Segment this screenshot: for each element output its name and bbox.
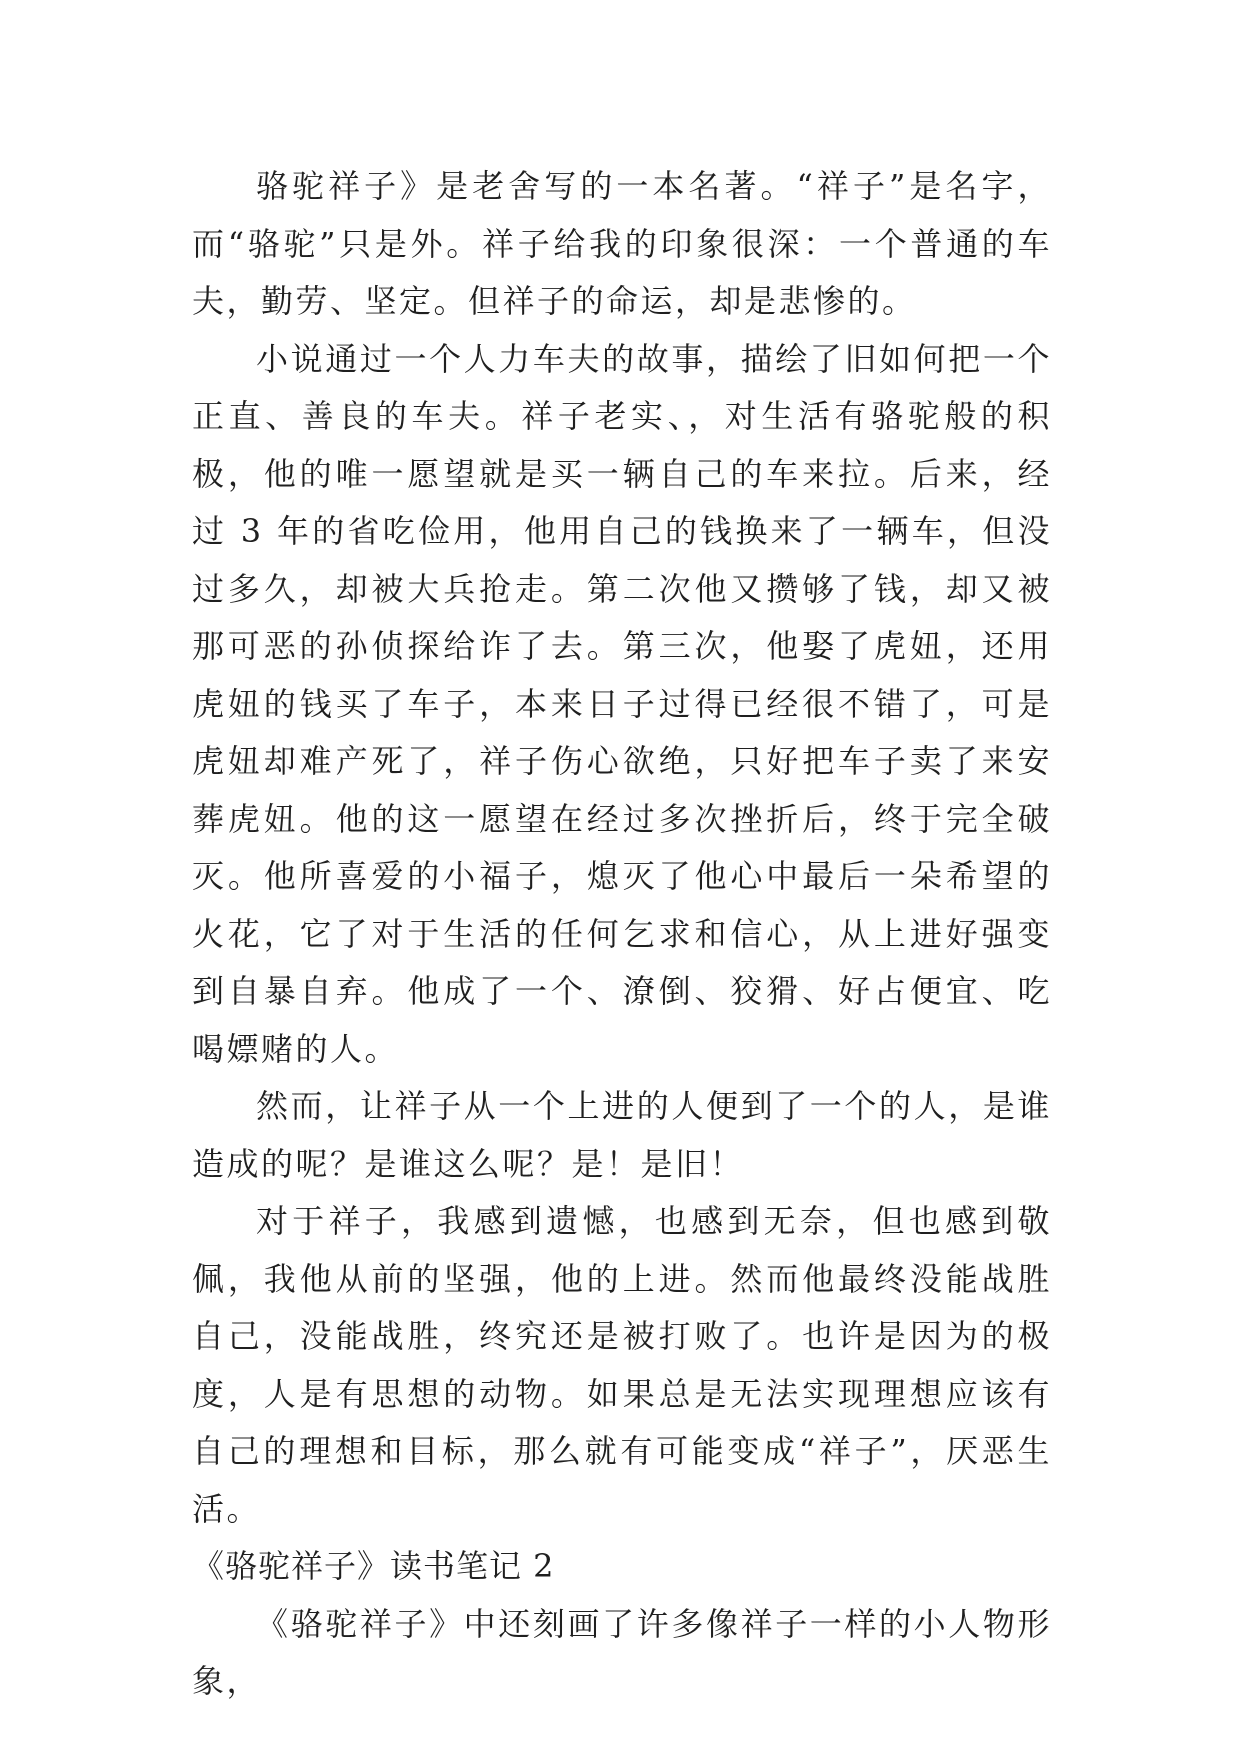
paragraph-closing: 《骆驼祥子》中还刻画了许多像祥子一样的小人物形象，	[192, 1604, 1052, 1700]
paragraph-intro: 骆驼祥子》是老舍写的一本名著。“祥子”是名字，而“骆驼”只是外。祥子给我的印象很深：一个普通的车夫，勤劳、坚定。但祥子的命运，却是悲惨的。	[192, 167, 1052, 320]
document-body	[192, 158, 1052, 1711]
section-heading: 《骆驼祥子》读书笔记 2	[192, 1547, 555, 1585]
paragraph-question: 然而，让祥子从一个上进的人便到了一个的人，是谁造成的呢？是谁这么呢？是！是旧！	[192, 1087, 1052, 1183]
paragraph-story-summary: 小说通过一个人力车夫的故事，描绘了旧如何把一个正直、善良的车夫。祥子老实、，对生活有骆驼般的积极，他的唯一愿望就是买一辆自己的车来拉。后来，经过 3 年的省吃俭用，他用自己的钱换来了一辆车，但没过多久，却被大兵抢走。第二次他又攒够了钱，却又被那可恶的孙侦探给诈了去。第三次，他娶了虎妞，还用虎妞的钱买了车子，本来日子过得已经很不错了，可是虎妞却难产死了，祥子伤心欲绝，只好把车子卖了来安葬虎妞。他的这一愿望在经过多次挫折后，终于完全破灭。他所喜爱的小福子，熄灭了他心中最后一朵希望的火花，它了对于生活的任何乞求和信心，从上进好强变到自暴自弃。他成了一个、潦倒、狡猾、好占便宜、吃喝嫖赌的人。	[192, 339, 1052, 1068]
paragraph-reflection: 对于祥子，我感到遗憾，也感到无奈，但也感到敬佩，我他从前的坚强，他的上进。然而他最终没能战胜自己，没能战胜，终究还是被打败了。也许是因为的极度，人是有思想的动物。如果总是无法实现理想应该有自己的理想和目标，那么就有可能变成“祥子”，厌恶生活。	[192, 1202, 1052, 1528]
